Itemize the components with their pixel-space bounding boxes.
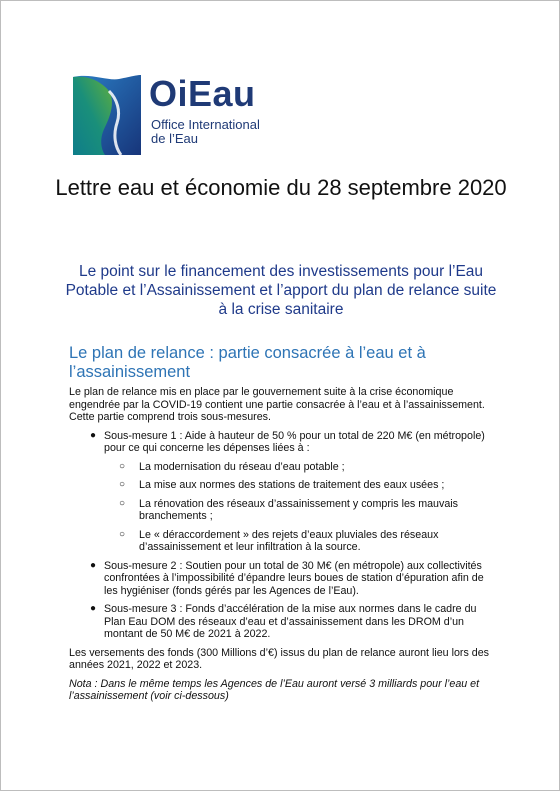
sub-list xyxy=(104,461,494,554)
section-heading: Le plan de relance : partie consacrée à l’eau et à l’assainissement xyxy=(69,344,426,381)
sub-list-item xyxy=(104,498,494,523)
sub-list-item xyxy=(104,529,494,554)
document-subtitle: Le point sur le financement des investissements pour l’Eau Potable et l’Assainissement et l’apport du plan de relance suite à la crise sanitaire xyxy=(65,263,497,318)
document-title: Lettre eau et économie du 28 septembre 2020 xyxy=(55,175,507,200)
bullet-circle-icon: ○ xyxy=(119,497,126,509)
logo-subtitle-line1: Office International xyxy=(151,117,260,132)
intro-paragraph: Le plan de relance mis en place par le gouvernement suite à la crise économique engendrée par la COVID-19 contient une partie consacrée à l’eau et à l’assainissement. Cette partie comprend trois sous-mesures. xyxy=(69,386,485,423)
bullet-circle-icon: ○ xyxy=(119,460,126,472)
bullet-dot-icon: ● xyxy=(90,429,97,441)
note-paragraph: Nota : Dans le même temps les Agences de l’Eau auront versé 3 milliards pour l’eau et l’assainissement (voir ci-dessous) xyxy=(69,677,480,702)
list-item-text: Sous-mesure 3 : Fonds d’accélération de la mise aux normes dans le cadre du Plan Eau DOM des réseaux d’eau et d’assainissement dans les DROM d’un montant de 50 M€ de 2021 à 2022. xyxy=(104,603,477,640)
document-body xyxy=(69,386,494,709)
sub-list-item xyxy=(104,461,494,474)
sub-list-item-text: La mise aux normes des stations de traitement des eaux usées ; xyxy=(139,479,445,491)
list-item-text: Sous-mesure 2 : Soutien pour un total de 30 M€ (en métropole) aux collectivités confrontées à l’impossibilité d’épandre leurs boues de station d’épuration afin de les hygiéniser (fonds gérés par les Agences de l’Eau). xyxy=(104,559,484,597)
list-item-text: Sous-mesure 1 : Aide à hauteur de 50 % pour un total de 220 M€ (en métropole) pour ce qui concerne les dépenses liées à : xyxy=(104,429,485,454)
bullet-circle-icon: ○ xyxy=(119,479,126,490)
logo-wordmark: OiEau xyxy=(149,73,256,114)
logo-subtitle xyxy=(151,118,260,146)
sub-measures-list xyxy=(69,430,494,641)
oieau-logo xyxy=(71,71,301,161)
list-item xyxy=(69,603,494,641)
list-item xyxy=(69,430,494,554)
payments-paragraph: Les versements des fonds (300 Millions d’€) issus du plan de relance auront lieu lors des années 2021, 2022 et 2023. xyxy=(69,646,490,671)
list-item xyxy=(69,560,494,598)
bullet-dot-icon: ● xyxy=(90,559,97,571)
sub-list-item-text: La rénovation des réseaux d’assainissement y compris les mauvais branchements ; xyxy=(139,497,458,522)
bullet-circle-icon: ○ xyxy=(119,528,126,540)
sub-list-item xyxy=(104,479,494,492)
water-wave-logo-icon xyxy=(71,71,143,157)
sub-list-item-text: La modernisation du réseau d’eau potable ; xyxy=(139,460,345,473)
logo-subtitle-line2: de l’Eau xyxy=(151,131,198,146)
bullet-dot-icon: ● xyxy=(90,603,97,614)
sub-list-item-text: Le « déraccordement » des rejets d’eaux pluviales des réseaux d’assainissement et leur infiltration à la source. xyxy=(139,528,439,553)
